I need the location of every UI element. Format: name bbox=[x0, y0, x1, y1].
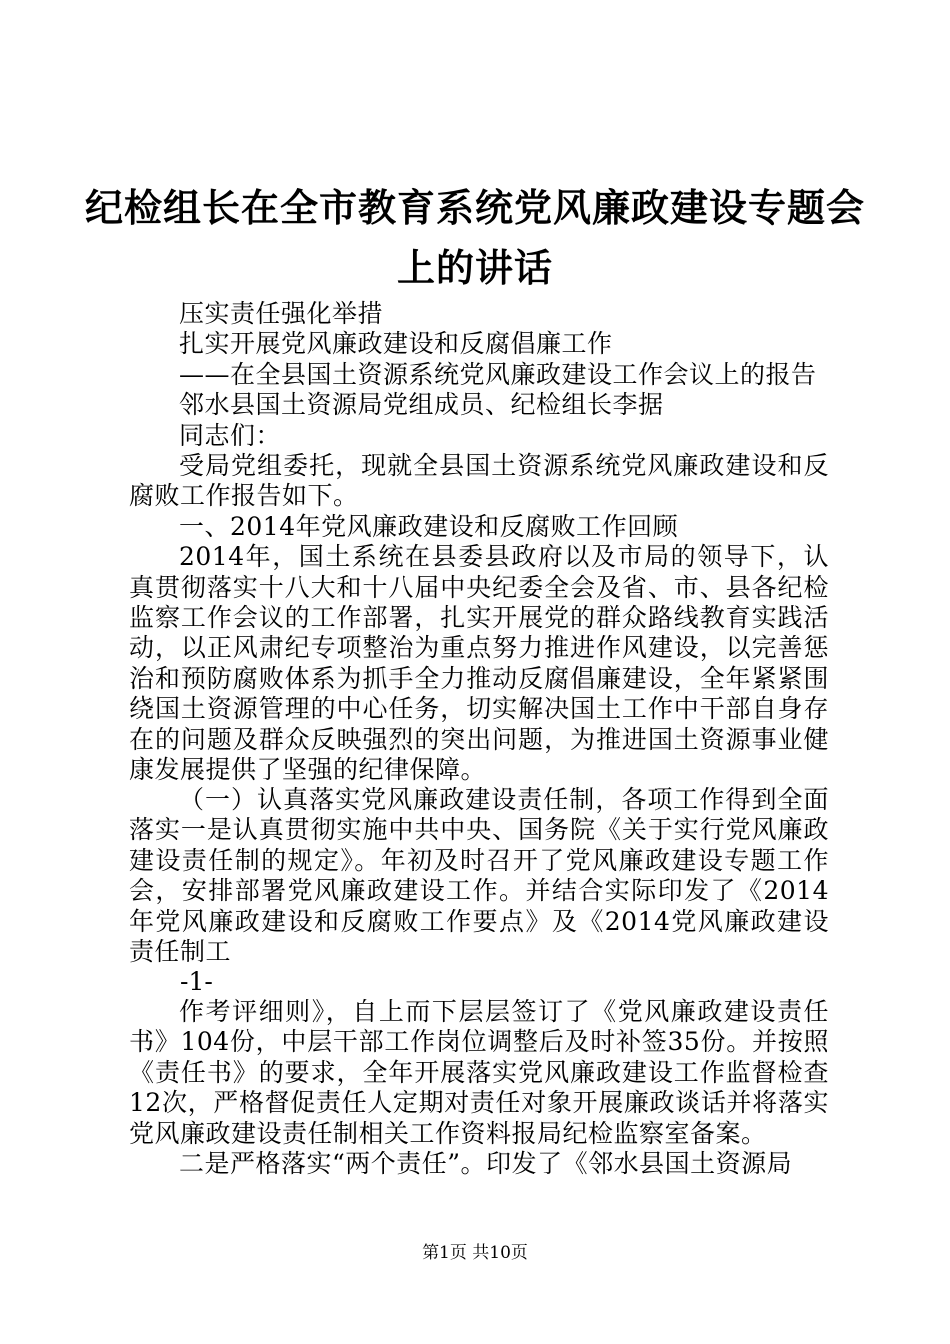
body-paragraph: 2014年，国土系统在县委县政府以及市局的领导下，认真贯彻落实十八大和十八届中央纪委全会及省、市、县各纪检监察工作会议的工作部署，扎实开展党的群众路线教育实践活动，以正风肃纪专项整治为重点努力推进作风建设，以完善惩治和预防腐败体系为抓手全力推动反腐倡廉建设，全年紧紧围绕国土资源管理的中心任务，切实解决国土工作中干部自身存在的问题及群众反映强烈的突出问题，为推进国土资源事业健康发展提供了坚强的纪律保障。 bbox=[129, 542, 829, 785]
author-paragraph: 邻水县国土资源局党组成员、纪检组长李据 bbox=[179, 390, 664, 420]
body-block-2 bbox=[129, 785, 829, 967]
report-title-paragraph: ——在全县国土资源系统党风廉政建设工作会议上的报告 bbox=[179, 359, 817, 389]
salutation-paragraph: 同志们： bbox=[179, 420, 282, 450]
body-paragraph: （一）认真落实党风廉政建设责任制，各项工作得到全面落实一是认真贯彻实施中共中央、国务院《关于实行党风廉政建设责任制的规定》。年初及时召开了党风廉政建设专题工作会，安排部署党风廉政建设工作。并结合实际印发了《2014年党风廉政建设和反腐败工作要点》及《2014党风廉政建设责任制工 bbox=[129, 785, 829, 967]
section-heading: 一、2014年党风廉政建设和反腐败工作回顾 bbox=[179, 511, 679, 541]
body-paragraph: 二是严格落实“两个责任”。印发了《邻水县国土资源局 bbox=[179, 1149, 793, 1179]
subtitle-paragraph: 压实责任强化举措 bbox=[179, 299, 384, 328]
document-title-line-1: 纪检组长在全市教育系统党风廉政建设专题会 bbox=[84, 186, 865, 230]
page-footer: 第1页 共10页 bbox=[422, 1243, 528, 1263]
subtitle-paragraph: 扎实开展党风廉政建设和反腐倡廉工作 bbox=[179, 329, 613, 359]
body-block-3 bbox=[129, 997, 829, 1179]
inline-page-number: -1- bbox=[180, 967, 213, 996]
body-paragraph: 受局党组委托，现就全县国土资源系统党风廉政建设和反腐败工作报告如下。 bbox=[129, 451, 829, 511]
document-title-line-2: 上的讲话 bbox=[396, 246, 553, 290]
body-block-1 bbox=[129, 299, 829, 786]
body-paragraph: 作考评细则》，自上而下层层签订了《党风廉政建设责任书》104份，中层干部工作岗位调整后及时补签35份。并按照《责任书》的要求，全年开展落实党风廉政建设工作监督检查12次，严格督促责任人定期对责任对象开展廉政谈话并将落实党风廉政建设责任制相关工作资料报局纪检监察室备案。 bbox=[129, 997, 829, 1148]
